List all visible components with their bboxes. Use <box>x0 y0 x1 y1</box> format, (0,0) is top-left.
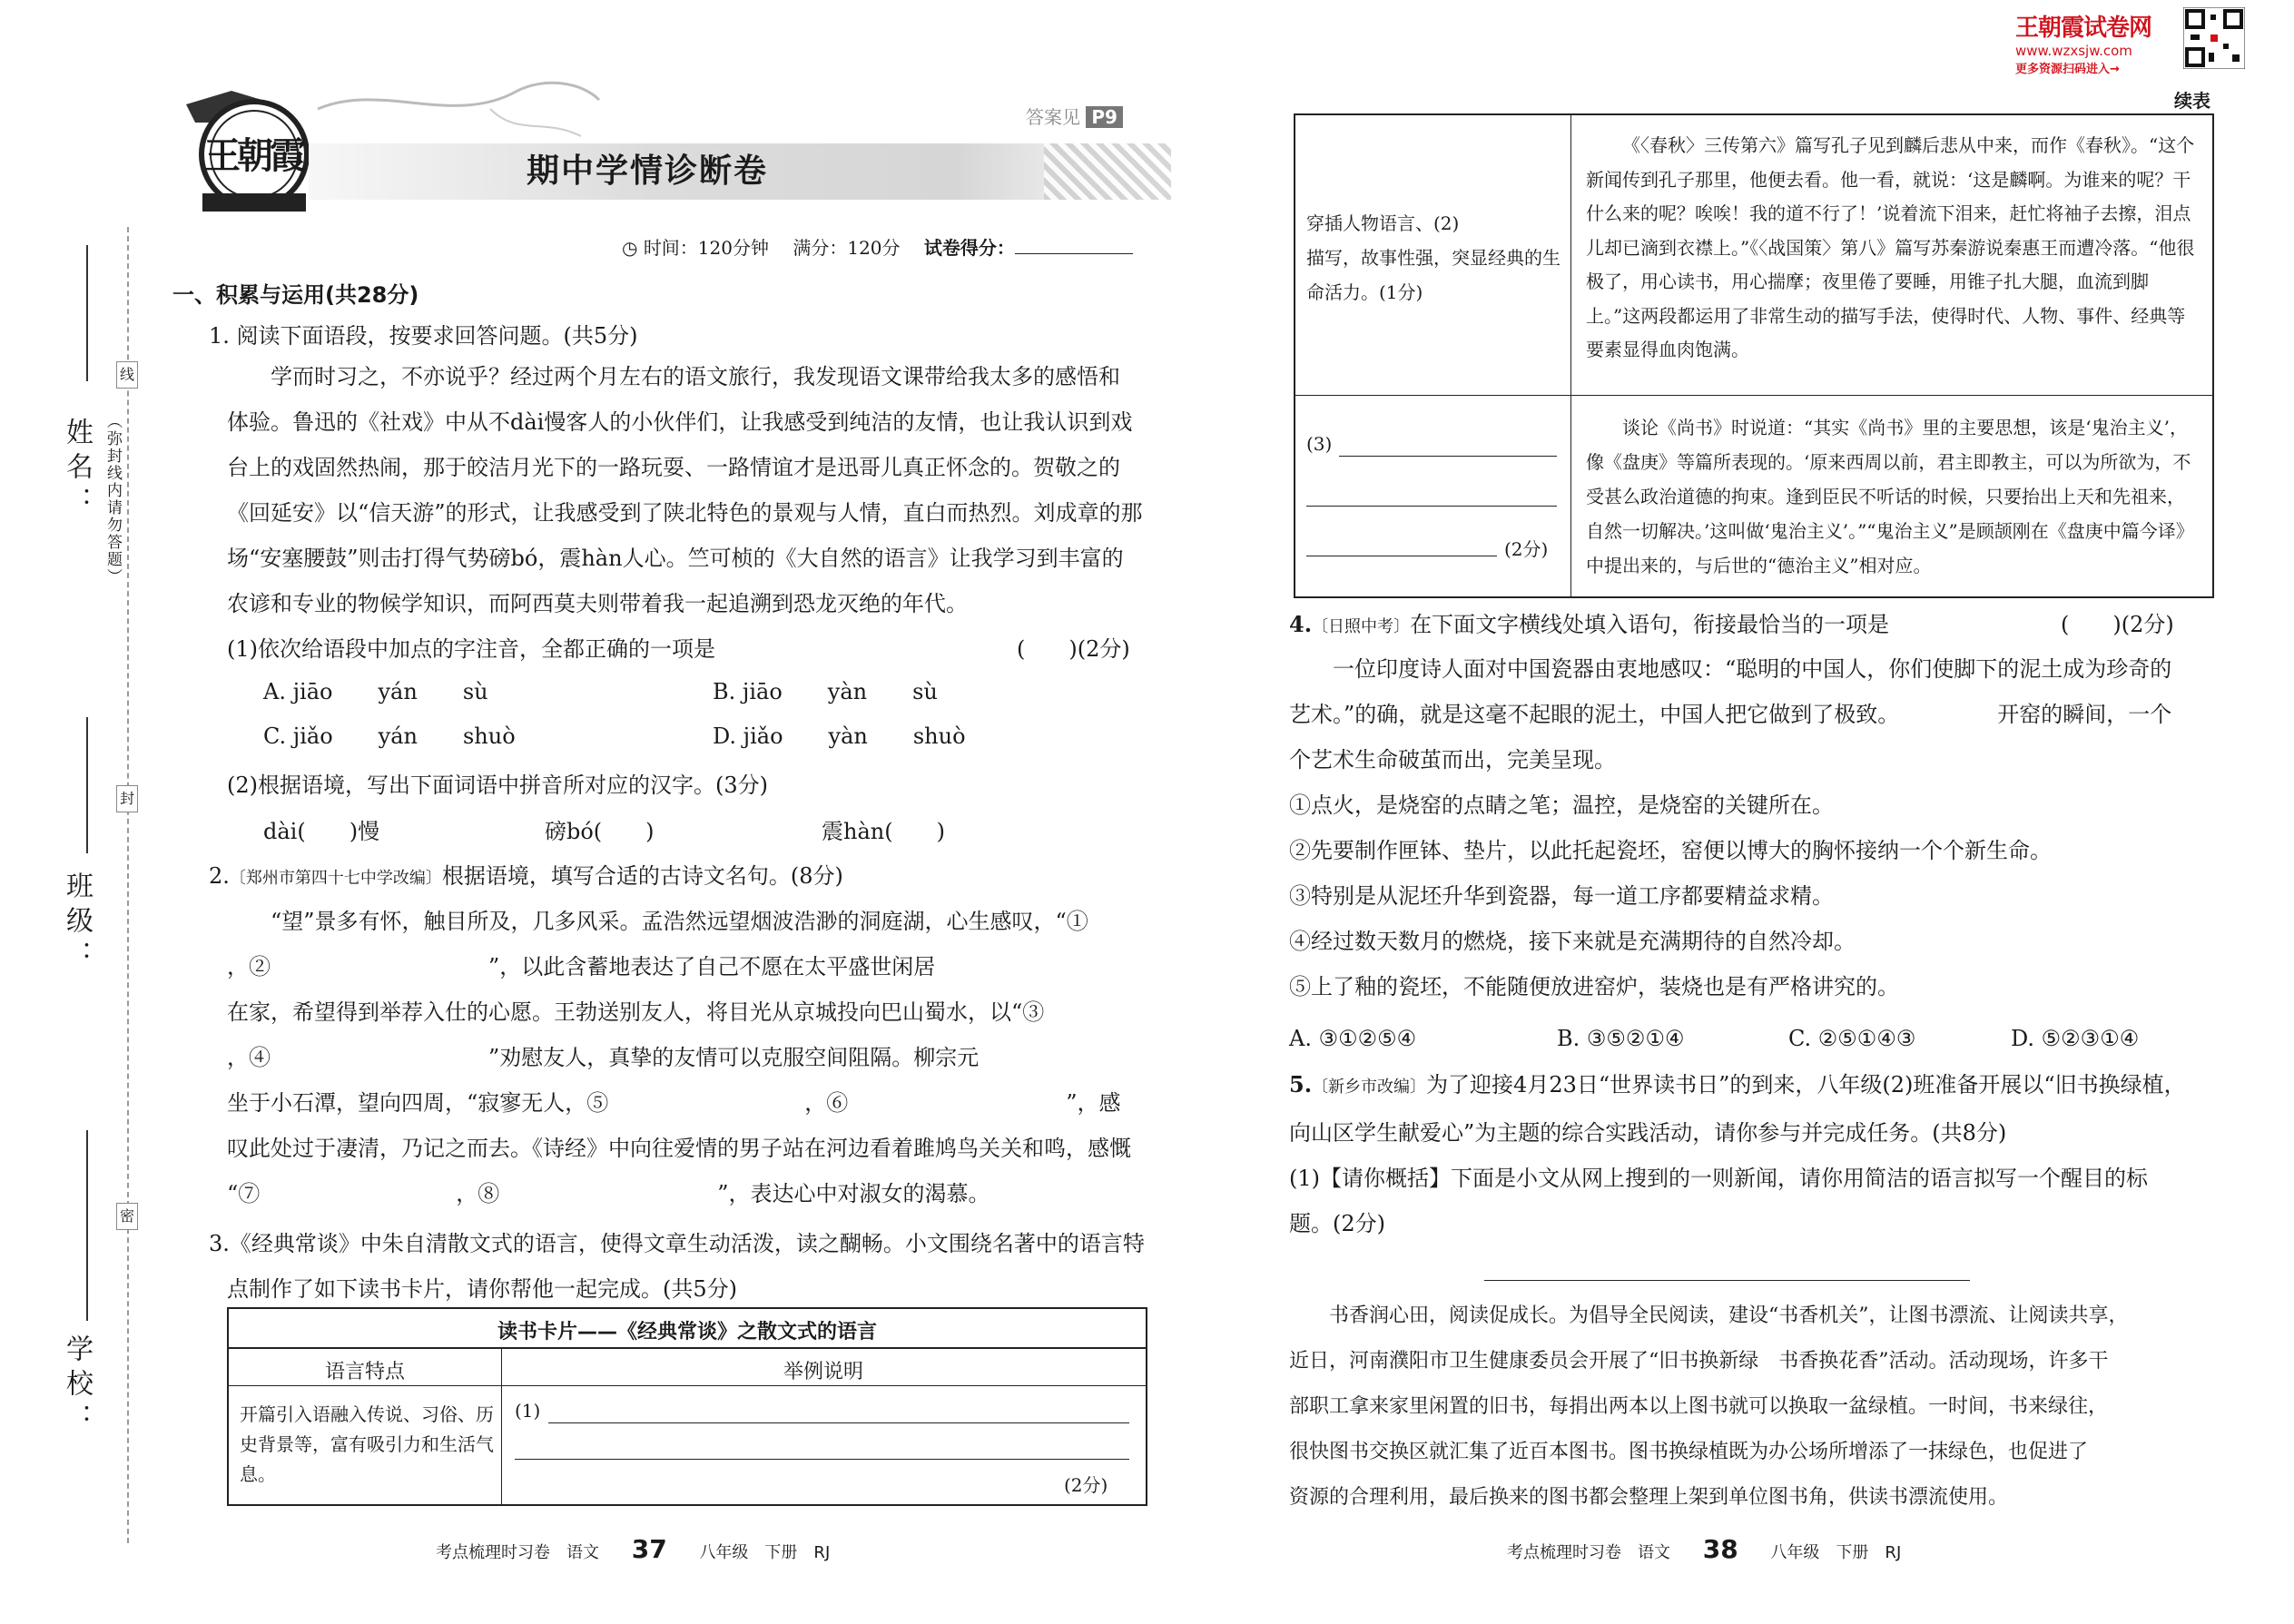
seal-mark-line: 线 <box>116 361 138 389</box>
q4-prompt: 在下面文字横线处填入语句，衔接最恰当的一项是 <box>1410 612 1890 637</box>
fill-item[interactable]: 震hàn( ) <box>822 819 945 844</box>
pinyin-3: sù <box>462 679 488 704</box>
card-answer-line[interactable] <box>548 1422 1129 1423</box>
sentence-item: ①点火，是烧窑的点睛之笔；温控，是烧窑的关键所在。 <box>1289 792 1834 818</box>
q5-number: 5. <box>1289 1071 1313 1097</box>
passage-line: 叹此处过于凄清，乃记之而去。《诗经》中向往爱情的男子站在河边看着雎鸠鸟关关和鸣，感慨 <box>227 1136 1131 1161</box>
card-title: 读书卡片——《经典常谈》之散文式的语言 <box>497 1321 877 1343</box>
left-page <box>172 0 1162 1624</box>
left-footer <box>436 1534 830 1564</box>
news-article <box>1289 1294 2215 1521</box>
option-key: A. <box>263 679 286 704</box>
section-heading: 一、积累与运用(共28分) <box>172 282 419 308</box>
sentence-item: ④经过数天数月的燃烧，接下来就是充满期待的自然冷却。 <box>1289 929 1856 954</box>
q4-heading <box>1289 606 1889 638</box>
page-number: 37 <box>631 1534 667 1564</box>
option-b[interactable] <box>713 679 938 704</box>
news-line: 部职工拿来家里闲置的旧书，每捐出两本以上图书就可以换取一盆绿植。一时间，书来绿往， <box>1289 1395 2109 1418</box>
pinyin-2: yán <box>378 679 418 704</box>
passage-line: 个艺术生命破茧而出，完美呈现。 <box>1289 747 1616 773</box>
q5-1-prompt: (1)【请你概括】下面是小文从网上搜到的一则新闻，请你用简洁的语言拟写一个醒目的标 <box>1289 1166 2148 1191</box>
brand-name: 王朝霞试卷网 <box>2015 15 2152 42</box>
passage-line: 在家，希望得到举荐入仕的心愿。王勃送别友人，将目光从京城投向巴山蜀水，以“③ <box>227 999 1045 1025</box>
brand-url: www.wzxsjw.com <box>2015 43 2132 59</box>
card-rule <box>229 1385 1146 1386</box>
card-answer-line[interactable] <box>1306 506 1557 507</box>
card-divider <box>1570 115 1571 596</box>
q4-number: 4. <box>1289 611 1313 637</box>
passage-line: 一位印度诗人面对中国瓷器由衷地感叹：“聪明的中国人，你们使脚下的泥土成为珍奇的 <box>1333 656 2172 682</box>
card-score: (2分) <box>1064 1474 1108 1496</box>
reading-card <box>227 1307 1147 1506</box>
pinyin-1: jiāo <box>742 679 783 704</box>
q4-answer-slot[interactable]: ( )(2分) <box>2061 612 2174 637</box>
q3-heading <box>209 1221 1145 1312</box>
brand <box>2015 9 2170 76</box>
card-rule <box>229 1347 1146 1349</box>
passage-line: “望”景多有怀，触目所及，几多风采。孟浩然远望烟波浩渺的洞庭湖，心生感叹，“① <box>271 909 1088 934</box>
card-feature-1: 开篇引入语融入传说、习俗、历史背景等，富有吸引力和生活气息。 <box>240 1403 494 1485</box>
exam-time: 时间：120分钟 <box>643 237 769 259</box>
exam-full-score: 满分：120分 <box>793 237 901 259</box>
seal-mark-seal: 封 <box>116 785 138 812</box>
q5-heading <box>1289 1062 2215 1246</box>
q3-line: 点制作了如下读书卡片，请你帮他一起完成。(共5分) <box>227 1276 737 1302</box>
card-col-feature: 语言特点 <box>324 1361 405 1383</box>
qr-code-icon[interactable] <box>2183 7 2245 69</box>
school-field[interactable] <box>86 1130 88 1321</box>
class-field[interactable] <box>86 717 88 853</box>
card-col-example: 举例说明 <box>783 1361 863 1383</box>
logo-text: 王朝霞 <box>204 134 302 177</box>
footer-prefix: 考点梳理时习卷 语文 <box>1507 1543 1670 1562</box>
answer-ref <box>1026 103 1123 129</box>
brand-tip: 更多资源扫码进入→ <box>2015 63 2120 76</box>
school-label: 学校： <box>61 1334 93 1438</box>
q5-1-prompt-cont: 题。(2分) <box>1289 1211 1385 1236</box>
passage-line: 场“安塞腰鼓”则击打得气势磅bó，震hàn人心。竺可桢的《大自然的语言》让我学习到丰富的 <box>227 546 1124 571</box>
clock-icon: ◷ <box>622 237 638 259</box>
title-checker <box>1044 143 1171 200</box>
q5-prompt: 为了迎接4月23日“世界读书日”的到来，八年级(2)班准备开展以“旧书换绿植， <box>1426 1072 2186 1097</box>
q2-source: 〔郑州市第四十七中学改编〕 <box>229 869 442 888</box>
passage-line: 《回延安》以“信天游”的形式，让我感受到了陕北特色的景观与人情，直白而热烈。刘成章的那 <box>227 500 1143 526</box>
card-answer-line[interactable] <box>515 1459 1129 1460</box>
q1-2-prompt: (2)根据语境，写出下面词语中拼音所对应的汉字。(3分) <box>227 773 768 798</box>
exam-score-field[interactable] <box>1015 231 1133 254</box>
card-feature-2: 穿插人物语言、(2) 描写，故事性强，突显经典的生命活力。(1分) <box>1306 212 1569 303</box>
card-answer-num: (1) <box>515 1400 541 1422</box>
answer-page-badge: P9 <box>1086 106 1123 128</box>
option-d[interactable]: D. ⑤②③①④ <box>2011 1026 2140 1051</box>
passage-line: 农谚和专业的物候学知识，而阿西莫夫则带着我一起追溯到恐龙灭绝的年代。 <box>227 591 968 616</box>
card-score: (2分) <box>1504 538 1549 560</box>
news-line: 书香润心田，阅读促成长。为倡导全民阅读，建设“书香机关”，让图书漂流、让阅读共享， <box>1329 1304 2129 1327</box>
card-answer-line[interactable] <box>1339 456 1557 457</box>
class-label: 班级： <box>61 871 93 975</box>
page-number: 38 <box>1702 1534 1738 1564</box>
card-rule <box>1295 395 2212 396</box>
footer-suffix: 八年级 下册 RJ <box>699 1543 831 1562</box>
pinyin-1: jiǎo <box>743 723 783 749</box>
news-line: 很快图书交换区就汇集了近百本图书。图书换绿植既为办公场所增添了一抹绿色，也促进了 <box>1289 1441 2089 1463</box>
pinyin-3: shuò <box>912 723 966 749</box>
card-example-3: 谈论《尚书》时说道：“其实《尚书》里的主要思想，该是‘鬼治主义’，像《盘庚》等篇所表现的。‘原来西周以前，君主即教主，可以为所欲为，不受甚么政治道德的拘束。逢到臣民不听话的时候，只要抬出上天和先祖来，自然一切解决。’这叫做‘鬼治主义’。”“鬼治主义”是顾颉刚在《盘庚中篇今译》中提出来的，与后世的“德治主义”相对应。 <box>1586 417 2194 576</box>
option-key: D. <box>713 723 737 749</box>
news-line: 近日，河南濮阳市卫生健康委员会开展了“旧书换新绿 书香换花香”活动。活动现场，许多干 <box>1289 1350 2109 1373</box>
right-footer <box>1507 1534 1901 1564</box>
q4-source: 〔日照中考〕 <box>1312 617 1411 636</box>
q1-1-prompt: (1)依次给语段中加点的字注音，全都正确的一项是 <box>227 636 715 662</box>
q1-passage <box>227 354 1162 626</box>
option-a[interactable] <box>263 679 488 704</box>
card-example-2: 《〈春秋〉三传第六》篇写孔子见到麟后悲从中来，而作《春秋》。“这个新闻传到孔子那里，他便去看。他一看，就说：‘这是麟啊。为谁来的呢？干什么来的呢？唉唉！我的道不行了！’说着流下泪来，赶忙将袖子去擦，泪点儿却已滴到衣襟上。”《〈战国策〉第八》篇写苏秦游说秦惠王而遭冷落。“他很极了，用心读书，用心揣摩；夜里倦了要睡，用锥子扎大腿，血流到脚上。”这两段都运用了非常生动的描写手法，使得时代、人物、事件、经典等要素显得血肉饱满。 <box>1586 134 2195 360</box>
pinyin-1: jiāo <box>292 679 333 704</box>
q3-line: 3.《经典常谈》中朱自清散文式的语言，使得文章生动活泼，读之醐畅。小文围绕名著中的语言特 <box>209 1231 1145 1256</box>
option-a[interactable]: A. ③①②⑤④ <box>1289 1026 1417 1051</box>
sentence-item: ⑤上了釉的瓷坯，不能随便放进窑炉，装烧也是有严格讲究的。 <box>1289 974 1899 999</box>
news-line: 资源的合理利用，最后换来的图书都会整理上架到单位图书角，供读书漂流使用。 <box>1289 1486 2009 1509</box>
passage-line: ，④ ”劝慰友人，真挚的友情可以克服空间阻隔。柳宗元 <box>227 1045 980 1070</box>
pinyin-3: shuò <box>462 723 516 749</box>
passage-line: 坐于小石潭，望向四周，“寂寥无人，⑤ ，⑥ ”，感 <box>227 1090 1121 1116</box>
seal-mark-secret: 密 <box>116 1203 138 1230</box>
q4-passage <box>1289 646 2215 1009</box>
q5-prompt-cont: 向山区学生献爱心”为主题的综合实践活动，请你参与并完成任务。(共8分) <box>1289 1120 2007 1146</box>
pinyin-1: jiǎo <box>292 723 333 749</box>
continued-label: 续表 <box>2174 90 2210 112</box>
option-c[interactable] <box>263 723 516 749</box>
fill-item[interactable]: dài( )慢 <box>263 819 380 844</box>
name-label: 姓名： <box>61 418 93 521</box>
sentence-item: ②先要制作匣钵、垫片，以此托起瓷坯，窑便以博大的胸怀接纳一个个新生命。 <box>1289 838 2052 863</box>
pinyin-2: yán <box>378 723 418 749</box>
ribbon-icon <box>309 73 608 145</box>
pinyin-3: sù <box>912 679 938 704</box>
footer-suffix: 八年级 下册 RJ <box>1770 1543 1902 1562</box>
passage-line: 台上的戏固然热闹，那于皎洁月光下的一路玩耍、一路情谊才是迅哥儿真正怀念的。贺敬之的 <box>227 455 1120 480</box>
option-key: B. <box>713 679 736 704</box>
sentence-item: ③特别是从泥坯升华到瓷器，每一道工序都要精益求精。 <box>1289 883 1834 909</box>
q5-source: 〔新乡市改编〕 <box>1312 1078 1427 1097</box>
q1-1-answer-slot[interactable]: ( )(2分) <box>1017 636 1130 662</box>
pinyin-2: yàn <box>828 723 868 749</box>
q2-passage <box>227 899 1162 1216</box>
headline-answer-line[interactable] <box>1484 1280 1970 1281</box>
footer-prefix: 考点梳理时习卷 语文 <box>436 1543 599 1562</box>
q2-heading: 2.〔郑州市第四十七中学改编〕根据语境，填写合适的古诗文名句。(8分) <box>209 863 843 889</box>
q2-prompt: 根据语境，填写合适的古诗文名句。(8分) <box>441 863 843 889</box>
name-field[interactable] <box>86 245 88 381</box>
passage-line: 艺术。”的确，就是这毫不起眼的泥土，中国人把它做到了极致。 开窑的瞬间，一个 <box>1289 702 2172 727</box>
option-b[interactable]: B. ③⑤②①④ <box>1557 1026 1685 1051</box>
passage-line: “⑦ ，⑧ ”，表达心中对淑女的渴慕。 <box>227 1181 990 1206</box>
page-title: 期中学情诊断卷 <box>527 153 769 190</box>
seal-line <box>127 227 129 1543</box>
exam-meta <box>622 231 1133 260</box>
option-c[interactable]: C. ②⑤①④③ <box>1788 1026 1916 1051</box>
seal-notice: （弥封线内请勿答题） <box>103 413 122 586</box>
reading-card-continued <box>1294 113 2214 598</box>
passage-line: ，② ”，以此含蓄地表达了自己不愿在太平盛世闲居 <box>227 954 936 979</box>
pinyin-2: yàn <box>827 679 868 704</box>
answer-ref-label: 答案见 <box>1026 106 1080 128</box>
option-key: C. <box>263 723 287 749</box>
q1-heading: 1. 阅读下面语段，按要求回答问题。(共5分) <box>209 323 638 349</box>
passage-line: 学而时习之，不亦说乎？经过两个月左右的语文旅行，我发现语文课带给我太多的感悟和 <box>271 364 1120 389</box>
card-answer-num: (3) <box>1306 433 1333 455</box>
passage-line: 体验。鲁迅的《社戏》中从不dài慢客人的小伙伴们，让我感受到纯洁的友情，也让我认识到戏 <box>227 409 1133 435</box>
exam-score-label: 试卷得分： <box>923 237 1015 259</box>
right-page <box>1289 0 2233 1624</box>
option-d[interactable] <box>713 723 966 749</box>
fill-item[interactable]: 磅bó( ) <box>545 819 655 844</box>
